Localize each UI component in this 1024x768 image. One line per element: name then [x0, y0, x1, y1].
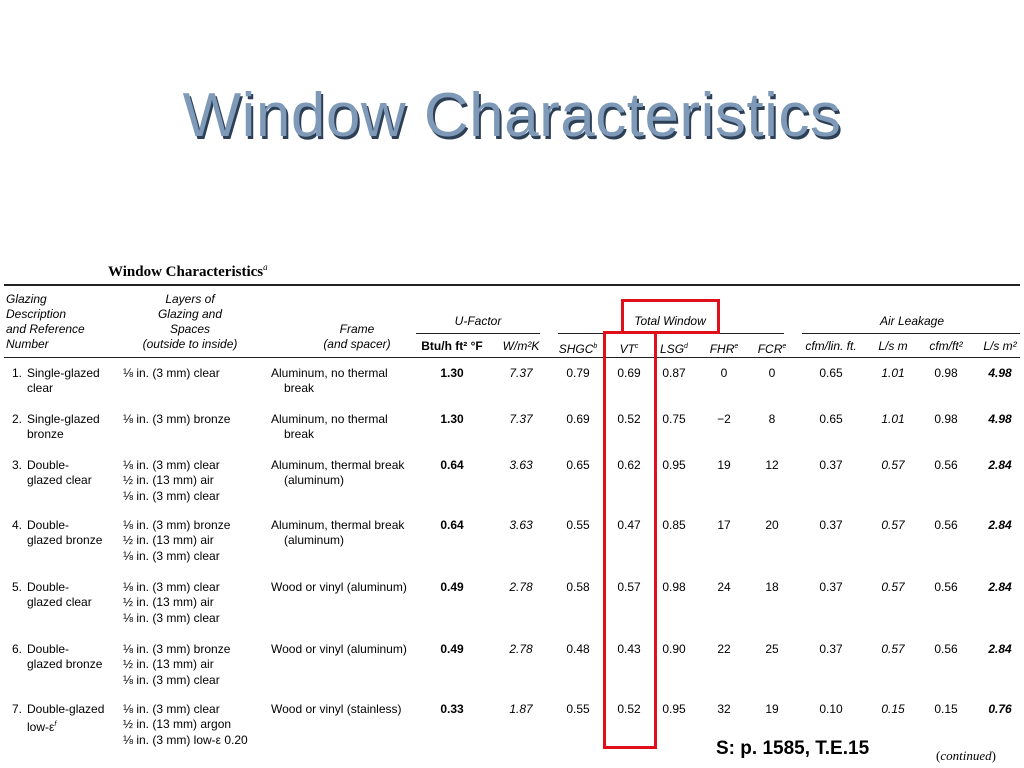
header-ls-m2: L/s m² [983, 339, 1017, 353]
header-frame: Frame (and spacer) [323, 322, 391, 351]
cell-lsg: 0.90 [662, 642, 686, 656]
cell-fcr: 0 [768, 366, 776, 380]
cell-btuh: 0.64 [440, 518, 464, 532]
cell-ls-m2: 4.98 [988, 366, 1012, 380]
cell-vt: 0.47 [617, 518, 641, 532]
cell-ls-m: 1.01 [881, 412, 905, 426]
glazing-layers: ⅛ in. (3 mm) bronze [123, 412, 231, 426]
row-number: 5. [12, 580, 23, 594]
cell-lsg: 0.87 [662, 366, 686, 380]
frame-type: Aluminum, thermal break (aluminum) [271, 458, 405, 488]
cell-shgc: 0.79 [566, 366, 590, 380]
row-number: 1. [12, 366, 23, 380]
cell-vt: 0.57 [617, 580, 641, 594]
cell-shgc: 0.58 [566, 580, 590, 594]
footnote-marker: f [54, 721, 57, 729]
cell-wm2k: 2.78 [509, 580, 533, 594]
row-number: 7. [12, 702, 23, 716]
cell-wm2k: 7.37 [509, 412, 533, 426]
cell-wm2k: 3.63 [509, 518, 533, 532]
cell-ls-m: 0.57 [881, 642, 905, 656]
header-cfm-ft2: cfm/ft² [929, 339, 963, 353]
cell-fhr: 32 [717, 702, 731, 716]
header-fhr: FHR$^e$ [709, 342, 739, 356]
cell-wm2k: 3.63 [509, 458, 533, 472]
header-lsg: LSG$^d$ [660, 342, 688, 356]
vt-column-highlight [603, 331, 657, 749]
cell-btuh: 0.49 [440, 580, 464, 594]
header-layers: Layers of Glazing and Spaces (outside to inside) [142, 292, 238, 351]
u-factor-rule [416, 333, 540, 334]
header-air-leakage: Air Leakage [879, 314, 945, 328]
cell-vt: 0.69 [617, 366, 641, 380]
cell-cfm-lin: 0.37 [819, 580, 843, 594]
header-fcr: FCR$^e$ [757, 342, 787, 356]
cell-cfm-lin: 0.37 [819, 642, 843, 656]
cell-ls-m: 0.57 [881, 580, 905, 594]
cell-btuh: 1.30 [440, 412, 464, 426]
cell-fcr: 8 [768, 412, 776, 426]
cell-fhr: 22 [717, 642, 731, 656]
cell-lsg: 0.98 [662, 580, 686, 594]
cell-fcr: 20 [765, 518, 779, 532]
cell-wm2k: 1.87 [509, 702, 533, 716]
row-number: 3. [12, 458, 23, 472]
glazing-description: Double- glazed bronze [27, 518, 103, 548]
continued-note: (continued) [936, 748, 996, 763]
glazing-description: Double-glazed low-$\varepsilon^f$ [27, 702, 105, 735]
cell-btuh: 0.64 [440, 458, 464, 472]
cell-vt: 0.52 [617, 702, 641, 716]
glazing-description: Double- glazed clear [27, 458, 92, 488]
source-reference: S: p. 1585, T.E.15 [716, 738, 870, 759]
cell-fhr: 17 [717, 518, 731, 532]
cell-ls-m2: 4.98 [988, 412, 1012, 426]
glazing-description: Double- glazed clear [27, 580, 92, 610]
frame-type: Aluminum, thermal break (aluminum) [271, 518, 405, 548]
cell-fhr: 24 [717, 580, 731, 594]
header-total-window: Total Window [634, 314, 706, 328]
cell-ls-m2: 2.84 [988, 642, 1012, 656]
header-vt: $VT^c$ [619, 342, 639, 356]
header-glazing-description: Glazing Description and Reference Number [6, 292, 85, 351]
cell-ls-m: 0.57 [881, 458, 905, 472]
frame-type: Aluminum, no thermal break [271, 412, 388, 442]
cell-fcr: 25 [765, 642, 779, 656]
air-leakage-rule [802, 333, 1020, 334]
row-number: 2. [12, 412, 23, 426]
glazing-description: Double- glazed bronze [27, 642, 103, 672]
frame-type: Wood or vinyl (aluminum) [271, 642, 407, 656]
frame-type: Aluminum, no thermal break [271, 366, 388, 396]
cell-ls-m2: 2.84 [988, 518, 1012, 532]
glazing-description: Single-glazed clear [27, 366, 100, 396]
cell-ls-m2: 2.84 [988, 458, 1012, 472]
header-wm2k: W/m²K [502, 339, 540, 353]
page-title: Window Characteristics [182, 81, 842, 150]
cell-shgc: 0.48 [566, 642, 590, 656]
cell-lsg: 0.95 [662, 702, 686, 716]
row-number: 4. [12, 518, 23, 532]
cell-cfm-lin: 0.37 [819, 518, 843, 532]
glazing-description: Single-glazed bronze [27, 412, 100, 442]
frame-type: Wood or vinyl (aluminum) [271, 580, 407, 594]
cell-cfm-lin: 0.65 [819, 366, 843, 380]
header-shgc: SHGC$^b$ [558, 342, 598, 356]
glazing-layers: ⅛ in. (3 mm) clear [123, 366, 220, 380]
cell-fhr: 0 [720, 366, 728, 380]
cell-ls-m: 0.15 [881, 702, 905, 716]
cell-cfm-ft2: 0.98 [934, 366, 958, 380]
cell-cfm-lin: 0.10 [819, 702, 843, 716]
cell-cfm-lin: 0.65 [819, 412, 843, 426]
cell-vt: 0.52 [617, 412, 641, 426]
cell-fcr: 19 [765, 702, 779, 716]
cell-btuh: 0.33 [440, 702, 464, 716]
cell-ls-m2: 0.76 [988, 702, 1012, 716]
cell-cfm-ft2: 0.56 [934, 580, 958, 594]
glazing-layers: ⅛ in. (3 mm) clear ½ in. (13 mm) argon ⅛ in. (3 mm) low-ε 0.20 [123, 702, 248, 747]
header-bottom-rule [4, 357, 1020, 358]
glazing-layers: ⅛ in. (3 mm) clear ½ in. (13 mm) air ⅛ in. (3 mm) clear [123, 580, 220, 625]
cell-cfm-ft2: 0.98 [934, 412, 958, 426]
cell-lsg: 0.95 [662, 458, 686, 472]
cell-shgc: 0.69 [566, 412, 590, 426]
cell-fhr: −2 [717, 412, 731, 426]
frame-type: Wood or vinyl (stainless) [271, 702, 402, 716]
header-btuh: Btu/h ft² °F [421, 339, 483, 353]
cell-fhr: 19 [717, 458, 731, 472]
cell-fcr: 18 [765, 580, 779, 594]
cell-fcr: 12 [765, 458, 779, 472]
cell-cfm-ft2: 0.15 [934, 702, 958, 716]
cell-wm2k: 2.78 [509, 642, 533, 656]
cell-cfm-ft2: 0.56 [934, 518, 958, 532]
glazing-layers: ⅛ in. (3 mm) bronze ½ in. (13 mm) air ⅛ in. (3 mm) clear [123, 642, 231, 687]
cell-shgc: 0.55 [566, 702, 590, 716]
total-window-highlight [621, 299, 720, 334]
cell-lsg: 0.85 [662, 518, 686, 532]
cell-vt: 0.62 [617, 458, 641, 472]
cell-btuh: 1.30 [440, 366, 464, 380]
table-caption: Window Characteristics$^a$ [108, 262, 268, 280]
cell-lsg: 0.75 [662, 412, 686, 426]
glazing-layers: ⅛ in. (3 mm) clear ½ in. (13 mm) air ⅛ in. (3 mm) clear [123, 458, 220, 503]
cell-ls-m2: 2.84 [988, 580, 1012, 594]
glazing-layers: ⅛ in. (3 mm) bronze ½ in. (13 mm) air ⅛ in. (3 mm) clear [123, 518, 231, 563]
header-u-factor: U-Factor [454, 314, 502, 328]
row-number: 6. [12, 642, 23, 656]
cell-ls-m: 1.01 [881, 366, 905, 380]
cell-ls-m: 0.57 [881, 518, 905, 532]
cell-wm2k: 7.37 [509, 366, 533, 380]
cell-cfm-ft2: 0.56 [934, 642, 958, 656]
cell-vt: 0.43 [617, 642, 641, 656]
header-cfm-lin: cfm/lin. ft. [805, 339, 857, 353]
cell-shgc: 0.65 [566, 458, 590, 472]
header-ls-m: L/s m [878, 339, 908, 353]
table-top-rule [4, 284, 1020, 286]
cell-shgc: 0.55 [566, 518, 590, 532]
cell-cfm-ft2: 0.56 [934, 458, 958, 472]
cell-btuh: 0.49 [440, 642, 464, 656]
cell-cfm-lin: 0.37 [819, 458, 843, 472]
